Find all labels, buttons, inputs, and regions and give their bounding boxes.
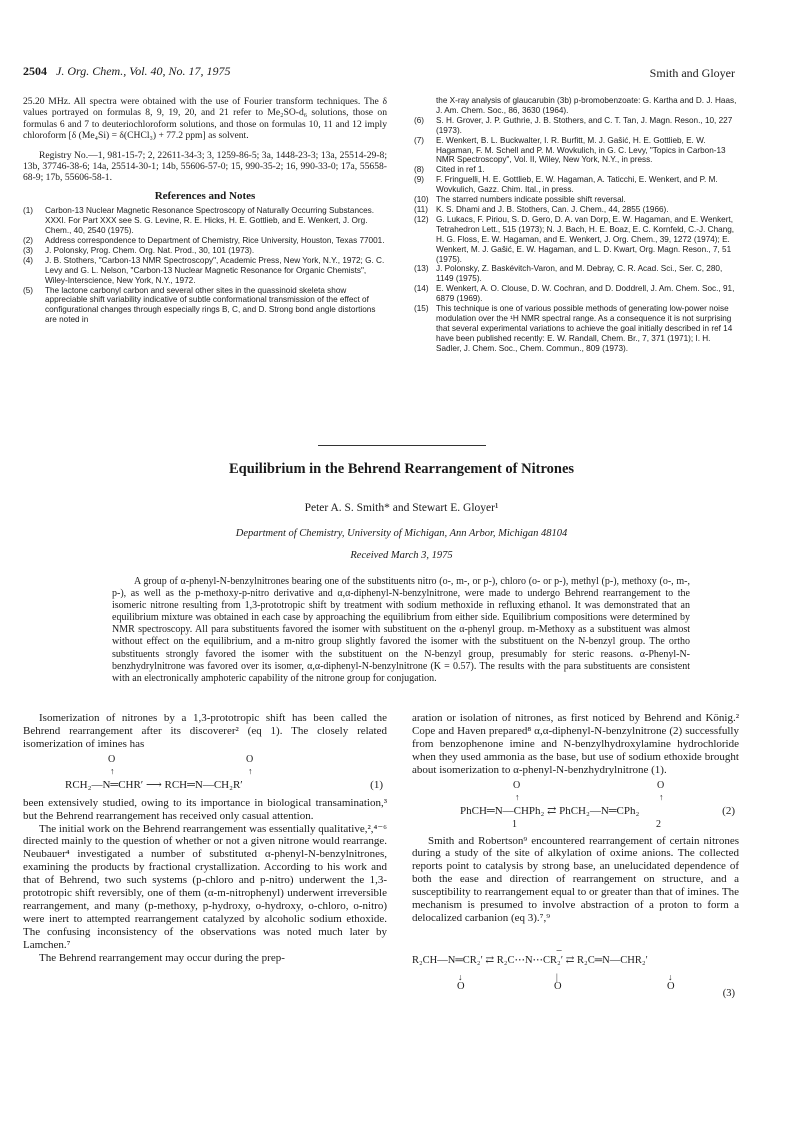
references-list-col1	[23, 206, 387, 325]
eq3-formula: R₂CH—N═CR₂′ ⇄ R₂C⋯N⋯CR₂′ ⇄ R₂C═N—CHR₂′	[412, 954, 648, 966]
registry-numbers: Registry No.—1, 981-15-7; 2, 22611-34-3; 3, 1259-86-5; 3a, 1448-23-3; 13a, 25514-29-8; 13b, 37746-38-6; 14a, 25514-30-1; 14b, 55606-57-0; 15, 990-35-2; 16, 990-33-0; 17a, 55658-68-9; 17b, 55606-58-1.	[23, 149, 387, 184]
reference-item	[414, 215, 737, 265]
eq2-label-2: 2	[656, 818, 661, 830]
eq2-number: (2)	[722, 804, 735, 817]
equation-2	[412, 780, 739, 832]
reference-text: Address correspondence to Department of Chemistry, Rice University, Houston, Texas 77001.	[45, 235, 385, 245]
reference-number: (1)	[23, 206, 34, 216]
reference-text: Carbon-13 Nuclear Magnetic Resonance Spectroscopy of Naturally Occurring Substances. XXXI. For Part XXX see S. G. Levine, R. E. Hicks, H. E. Gottlieb, and E. Wenkert, J. Org. Chem., 40, 2540 (1975).	[45, 206, 375, 236]
eq3-arrow-1: ↓	[458, 971, 463, 982]
reference-text: Cited in ref 1.	[436, 165, 485, 175]
reference-text: J. Polonsky, Prog. Chem. Org. Nat. Prod., 30, 101 (1973).	[45, 245, 255, 255]
article-divider	[318, 445, 486, 446]
nmr-paragraph: 25.20 MHz. All spectra were obtained with the use of Fourier transform techniques. The δ values portrayed on formulas 8, 9, 19, 20, and 21 refer to Me₂SO-d₆ solutions, those on formulas 6 and 7 to deuteriochloroform solutions, and those on formulas 10, 11 and 12 imply chloroform [δ (Me₄Si) = δ(CHCl₃) + 77.2 ppm] as solvent.	[23, 96, 387, 142]
prev-article-col1	[23, 96, 387, 325]
eq1-formula: RCH₂—N═CHR′ ⟶ RCH═N—CH₂R′	[65, 778, 243, 791]
eq3-arrow-2: |	[556, 971, 558, 982]
eq3-oxygen-2: O	[554, 980, 562, 992]
reference-number: (9)	[414, 175, 425, 185]
references-heading: References and Notes	[154, 189, 256, 202]
affiliation: Department of Chemistry, University of Michigan, Ann Arbor, Michigan 48104	[235, 528, 568, 539]
reference-text: J. Polonsky, Z. Baskévitch-Varon, and M. Debray, C. R. Acad. Sci., Ser. C, 280, 1149 (1975).	[436, 264, 723, 284]
eq1-oxygen-left: O	[108, 753, 116, 765]
eq2-arrow-right: ↑	[659, 791, 664, 802]
reference-item	[23, 236, 387, 246]
eq3-arrow-3: ↓	[668, 971, 673, 982]
reference-item	[23, 206, 387, 236]
body-col2	[412, 712, 739, 1004]
reference-item	[414, 96, 737, 116]
equation-3	[412, 933, 739, 1001]
eq1-oxygen-right: O	[246, 753, 254, 765]
reference-text: The starred numbers indicate possible shift reversal.	[436, 195, 626, 205]
reference-item	[23, 256, 387, 286]
eq1-arrow-right: ↑	[248, 765, 253, 776]
body-paragraph: aration or isolation of nitrones, as first noticed by Behrend and König.² Cope and Haven prepared⁸ α,α-diphenyl-N-benzylnitrone (2) successfully from benzophenone imine and N-benzylhydroxylamine hydrochloride when they used ammonia as the base, but use of sodium ethoxide brought about isomerization to α-phenyl-N-benzhydrylnitrone (1).	[412, 712, 739, 776]
eq2-oxygen-left: O	[513, 779, 521, 791]
reference-number: (10)	[414, 195, 429, 205]
journal-citation: J. Org. Chem., Vol. 40, No. 17, 1975	[56, 64, 231, 78]
reference-item	[414, 195, 737, 205]
reference-text: The lactone carbonyl carbon and several other sites in the quassinoid skeleta show appreciable shift variability indicative of subtle conformational transmission of the effect of configurational changes through especially rings B, C, and D. Strong bond angle distortions are noted in	[45, 285, 376, 325]
page-number: 2504	[23, 64, 47, 78]
reference-number: (5)	[23, 285, 34, 295]
reference-number: (2)	[23, 235, 34, 245]
reference-item	[414, 175, 737, 195]
eq2-formula: PhCH═N—CHPh₂ ⇄ PhCH₂—N═CPh₂	[460, 804, 640, 817]
reference-text: G. Lukacs, F. Piriou, S. D. Gero, D. A. van Dorp, E. W. Hagaman, and E. Wenkert, Tetrahedron Lett., 515 (1973); N. J. Bach, H. E. Boaz, E. C. Kornfeld, C.-J. Chang, H. G. Floss, E. W. Hagaman, and E. Wenkert, J. Org. Chem., 39, 1272 (1974); E. Wenkert, M. J. Gašić, E. W. Hagaman, and L. D. Kwart, Org. Magn. Reson., 7, 51 (1975).	[436, 214, 735, 264]
prev-article-col2	[414, 96, 737, 354]
article-title: Equilibrium in the Behrend Rearrangement of Nitrones	[228, 461, 575, 477]
reference-number: (15)	[414, 304, 429, 314]
reference-number: (11)	[414, 204, 428, 214]
reference-item	[414, 205, 737, 215]
reference-item	[414, 284, 737, 304]
eq2-arrow-left: ↑	[515, 791, 520, 802]
reference-item	[23, 286, 387, 326]
eq1-number: (1)	[370, 778, 383, 791]
running-authors: Smith and Gloyer	[649, 66, 735, 80]
body-paragraph: been extensively studied, owing to its importance in biological transamination,³ but the Behrend rearrangement has received only casual attention.	[23, 796, 387, 822]
eq3-oxygen-3: O	[667, 980, 675, 992]
reference-text: the X-ray analysis of glaucarubin (3b) p-bromobenzoate: G. Kartha and D. J. Haas, J. Am. Chem. Soc., 86, 3630 (1964).	[436, 96, 737, 115]
received-date: Received March 3, 1975	[350, 550, 453, 561]
reference-number: (8)	[414, 165, 425, 175]
reference-number: (7)	[414, 135, 425, 145]
body-col1	[23, 712, 387, 965]
equation-1	[23, 754, 387, 794]
reference-text: J. B. Stothers, "Carbon-13 NMR Spectroscopy", Academic Press, New York, N.Y., 1972; G. C. Levy and G. L. Nelson, "Carbon-13 Nuclear Magnetic Resonance for Organic Chemists", Wiley-Interscience, New York, N.Y., 1972.	[45, 255, 385, 285]
abstract: A group of α-phenyl-N-benzylnitrones bearing one of the substituents nitro (o-, m-, or p-), chloro (o- or p-), methyl (p-), methoxy (o-, m-, p-), as well as the p-methoxy-p-nitro derivative and α,α-diphenyl-N-benzylnitrone, were made to undergo Behrend rearrangement to the isomeric nitrone resulting from 1,3-prototropic shift by treatment with sodium methoxide in refluxing ethanol. It was demonstrated that an equilibrium mixture was obtained in each case by approaching the equilibrium from either side. Equilibrium compositions were determined by NMR spectroscopy. All para substituents favored the isomer with substituent on the α-phenyl group. m-Methoxy as a substituent was almost without effect on the equilibrium, and a m-nitro group slightly favored the isomer with the substituent on the N-benzyl group. The ortho substituents strongly favored the isomer with the substituent on the N-benzyl group, presumably for steric reasons. α-Phenyl-N-benzhydrylnitrone was favored over its isomer, α,α-diphenyl-N-benzylnitrone (K = 0.57). The results with the para substituents are consistent with an electronically amphoteric capability of the nitrone group for conjugation.	[112, 576, 690, 684]
reference-item	[414, 165, 737, 175]
body-paragraph: Smith and Robertson⁹ encountered rearrangement of certain nitrones during a study of the site of alkylation of oxime anions. The collected reports point to catalysis by strong base, an unelucidated dependence of both the ease and direction of rearrangement on structure, and a susceptibility to rearrangement equal to or greater than that of imines. The mechanism is presumed to involve abstraction of a proton to form a delocalized carbanion (eq 3).⁷,⁹	[412, 834, 739, 924]
eq2-oxygen-right: O	[657, 779, 665, 791]
reference-text: This technique is one of various possible methods of generating low-power noise modulation over the ¹H NMR spectral range. As a consequence it is not surprising that several experimental variations to achieve the goal initially described in ref 14 have been published recently: E. W. Randall, Chem. Br., 7, 371 (1971); I. H. Sadler, J. Chem. Soc., Chem. Commun., 809 (1973).	[436, 304, 733, 353]
running-header	[23, 64, 231, 79]
reference-number: (6)	[414, 115, 425, 125]
eq1-arrow-left: ↑	[110, 765, 115, 776]
reference-text: E. Wenkert, B. L. Buckwalter, I. R. Burfitt, M. J. Gašić, H. E. Gottlieb, E. W. Hagaman, F. M. Schell and P. M. Wovkulich, in G. C. Levy, "Topics in Carbon-13 NMR Spectroscopy", Vol. II, Wiley, New York, N.Y., in press.	[436, 135, 726, 165]
body-paragraph: The Behrend rearrangement may occur during the prep-	[39, 951, 285, 964]
reference-item	[414, 116, 737, 136]
body-paragraph: The initial work on the Behrend rearrangement was essentially qualitative,²,⁴⁻⁶ directed mainly to the question of whether or not a given nitrone would rearrange. Neubauer⁴ investigated a number of substituted α-phenyl-N-benzylnitrones, examining the products by fractional crystallization. According to his work and that of Behrend, two such systems (p-chloro and p-nitro) underwent the 1,3-prototropic shift reversibly, one of them (α-m-nitrophenyl) underwent irreversible rearrangement, and many (p-methoxy, p-hydroxy, o-hydroxy, o-chloro, o-nitro) were inert to attempted rearrangement catalyzed by alcoholic sodium ethoxide. The confusing inconsistency of the observations was noted much later by Lamchen.⁷	[23, 822, 387, 951]
references-list-col2	[414, 96, 737, 354]
reference-item	[23, 246, 387, 256]
eq2-label-1: 1	[512, 818, 517, 830]
reference-number: (13)	[414, 264, 429, 274]
reference-item	[414, 136, 737, 166]
eq3-number: (3)	[722, 987, 735, 999]
reference-text: K. S. Dhami and J. B. Stothers, Can. J. Chem., 44, 2855 (1966).	[436, 204, 669, 214]
body-paragraph: Isomerization of nitrones by a 1,3-prototropic shift has been called the Behrend rearrangement after its discoverer² (eq 1). The closely related isomerization of imines has	[23, 712, 387, 750]
reference-text: F. Fringuelli, H. E. Gottlieb, E. W. Hagaman, A. Taticchi, E. Wenkert, and P. M. Wovkulich, Gazz. Chim. Ital., in press.	[436, 175, 718, 195]
reference-text: S. H. Grover, J. P. Guthrie, J. B. Stothers, and C. T. Tan, J. Magn. Reson., 10, 227 (1973).	[436, 115, 733, 135]
reference-number: (12)	[414, 214, 429, 224]
eq3-charge: −	[556, 944, 563, 957]
article-authors: Peter A. S. Smith* and Stewart E. Gloyer¹	[304, 502, 499, 514]
eq3-oxygen-1: O	[457, 980, 465, 992]
reference-number: (14)	[414, 284, 429, 294]
reference-text: E. Wenkert, A. O. Clouse, D. W. Cochran, and D. Doddrell, J. Am. Chem. Soc., 91, 6879 (1969).	[436, 284, 735, 304]
reference-number: (3)	[23, 245, 34, 255]
reference-item	[414, 264, 737, 284]
reference-item	[414, 304, 737, 354]
reference-number: (4)	[23, 255, 34, 265]
